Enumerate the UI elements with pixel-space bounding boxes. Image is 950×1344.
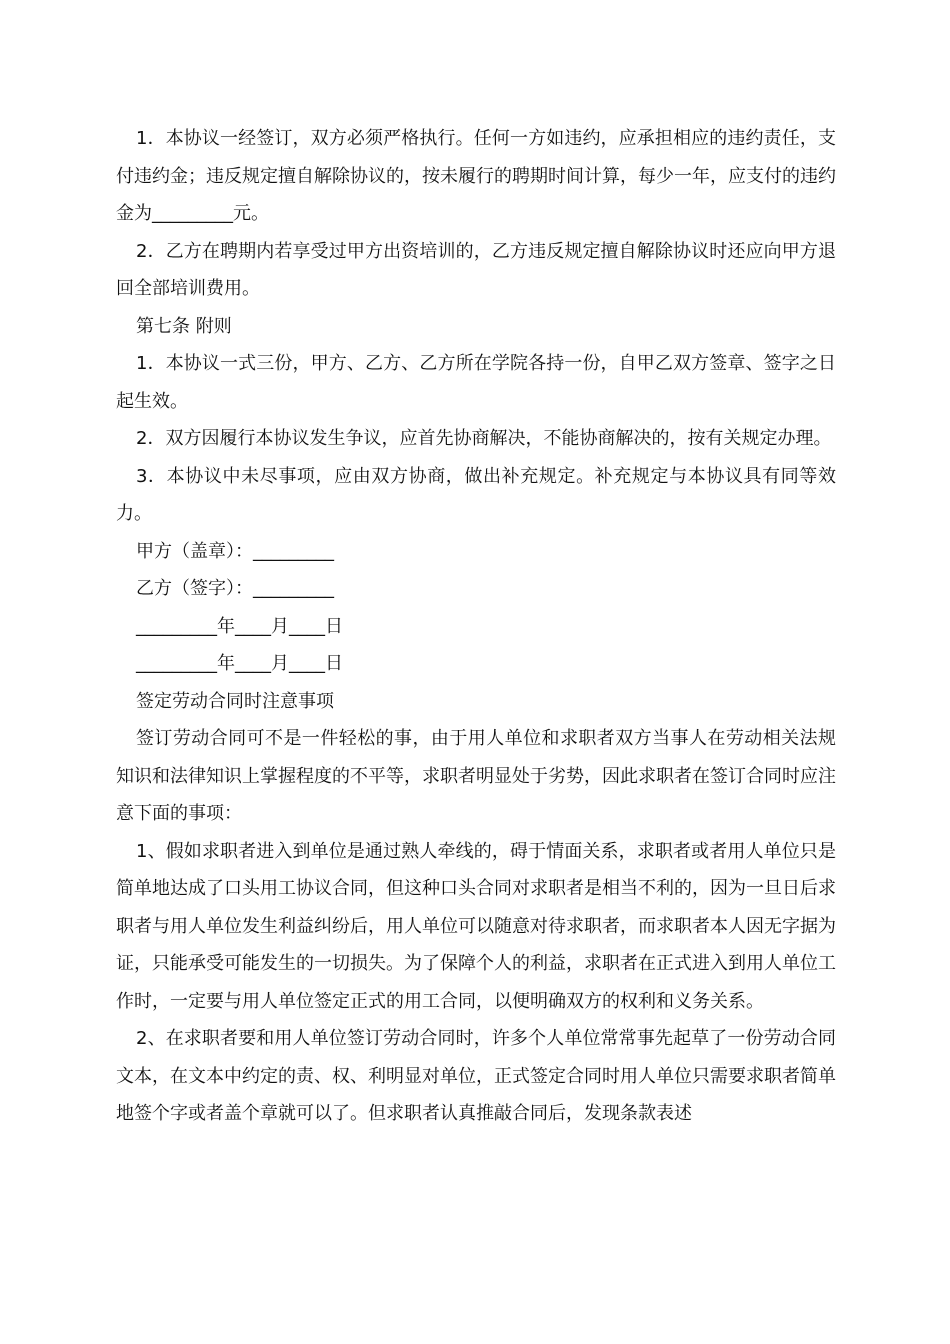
notes-intro: 签订劳动合同可不是一件轻松的事，由于用人单位和求职者双方当事人在劳动相关法规知识和法律知识上掌握程度的不平等，求职者明显处于劣势，因此求职者在签订合同时应注意下面的事项： <box>116 728 836 824</box>
note-2-contract-terms: 2、在求职者要和用人单位签订劳动合同时，许多个人单位常常事先起草了一份劳动合同文本，在文本中约定的责、权、利明显对单位，正式签定合同时用人单位只需要求职者简单地签个字或者盖个章就可以了。但求职者认真推敲合同后，发现条款表述 <box>116 1028 836 1124</box>
party-b-signature-line: 乙方（签字）：_________ <box>136 578 334 599</box>
document-body <box>116 120 836 1133</box>
clause-training-refund: 2．乙方在聘期内若享受过甲方出资培训的，乙方违反规定擅自解除协议时还应向甲方退回全部培训费用。 <box>116 240 836 299</box>
date-line-1: _________年____月____日 <box>136 615 343 637</box>
section-title-notes: 签定劳动合同时注意事项 <box>136 690 334 712</box>
clause-dispute-resolution: 2．双方因履行本协议发生争议，应首先协商解决，不能协商解决的，按有关规定办理。 <box>136 428 832 449</box>
date-line-2: _________年____月____日 <box>136 653 343 674</box>
clause-breach-penalty: 1．本协议一经签订，双方必须严格执行。任何一方如违约，应承担相应的违约责任，支付违约金；违反规定擅自解除协议的，按未履行的聘期时间计算，每少一年，应支付的违约金为_________元。 <box>116 128 836 224</box>
party-a-seal-line: 甲方（盖章）：_________ <box>136 540 334 562</box>
note-1-written-contract: 1、假如求职者进入到单位是通过熟人牵线的，碍于情面关系，求职者或者用人单位只是简单地达成了口头用工协议合同，但这种口头合同对求职者是相当不利的，因为一旦日后求职者与用人单位发生利益纠纷后，用人单位可以随意对待求职者，而求职者本人因无字据为证，只能承受可能发生的一切损失。为了保障个人的利益，求职者在正式进入到用人单位工作时，一定要与用人单位签定正式的用工合同，以便明确双方的权利和义务关系。 <box>116 840 836 1012</box>
clause-copies-effective: 1．本协议一式三份，甲方、乙方、乙方所在学院各持一份，自甲乙双方签章、签字之日起生效。 <box>116 353 836 412</box>
article-seven-heading: 第七条 附则 <box>136 315 232 337</box>
clause-supplementary: 3．本协议中未尽事项，应由双方协商，做出补充规定。补充规定与本协议具有同等效力。 <box>116 465 836 524</box>
